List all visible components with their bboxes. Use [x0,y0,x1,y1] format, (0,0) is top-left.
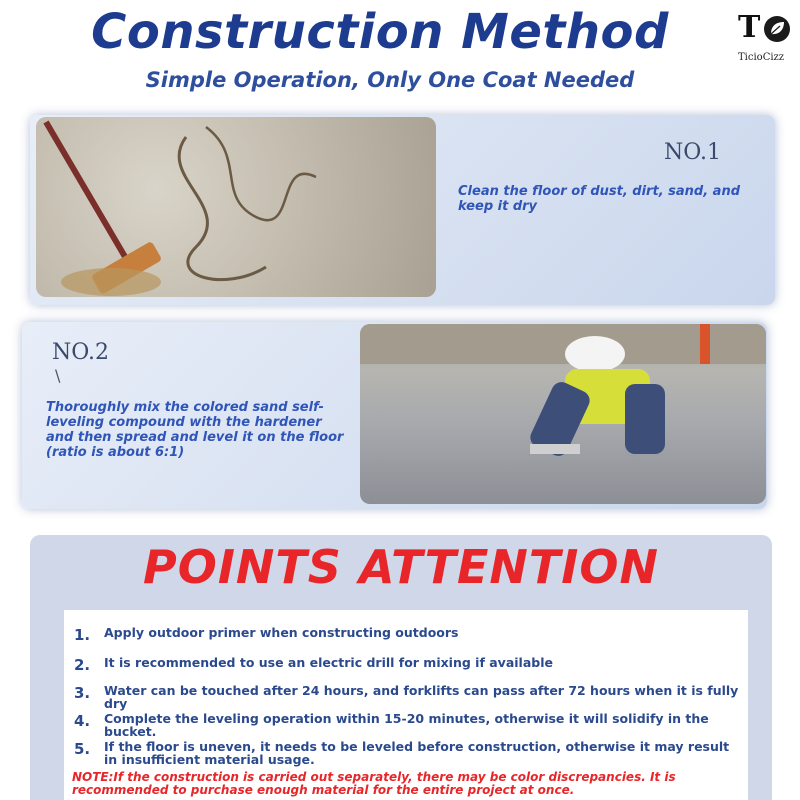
item-text: Apply outdoor primer when constructing outdoors [104,625,459,640]
logo-text: TicioCizz [738,52,785,63]
step-number-2: NO.2 [52,340,109,365]
leaf-logo-icon [762,14,792,44]
broom-illustration [36,117,436,297]
item-number: 1. [74,626,91,644]
item-number: 2. [74,656,91,674]
item-text: It is recommended to use an electric drill for mixing if available [104,655,553,670]
page-subtitle: Simple Operation, Only One Coat Needed [145,68,635,92]
step-text-2: Thoroughly mix the colored sand self-leveling compound with the hardener and then spread and level it on the floor (ratio is about 6:1) [46,400,344,460]
item-number: 3. [74,684,91,702]
item-text: If the floor is uneven, it needs to be leveled before construction, otherwise it may result in insufficient material usage. [104,739,730,767]
logo-mark: T [738,10,761,45]
step-text-1: Clean the floor of dust, dirt, sand, and keep it dry [458,184,741,214]
item-text: Complete the leveling operation within 15-20 minutes, otherwise it will solidify in the bucket. [104,711,709,739]
step-number-1: NO.1 [664,140,721,165]
item-text: Water can be touched after 24 hours, and forklifts can pass after 72 hours when it is fully dry [104,683,739,711]
attention-title: POINTS ATTENTION [143,540,659,594]
item-number: 4. [74,712,91,730]
worker-illustration [360,324,766,504]
worker-photo [360,324,766,504]
step-mark-2: \ [55,366,61,385]
item-number: 5. [74,740,91,758]
broom-photo [36,117,436,297]
attention-note: NOTE:If the construction is carried out separately, there may be color discrepancies. It is recommended to purchase enough material for the entire project at once. [72,770,676,797]
page-title: Construction Method [91,4,669,60]
brand-logo [738,10,794,70]
